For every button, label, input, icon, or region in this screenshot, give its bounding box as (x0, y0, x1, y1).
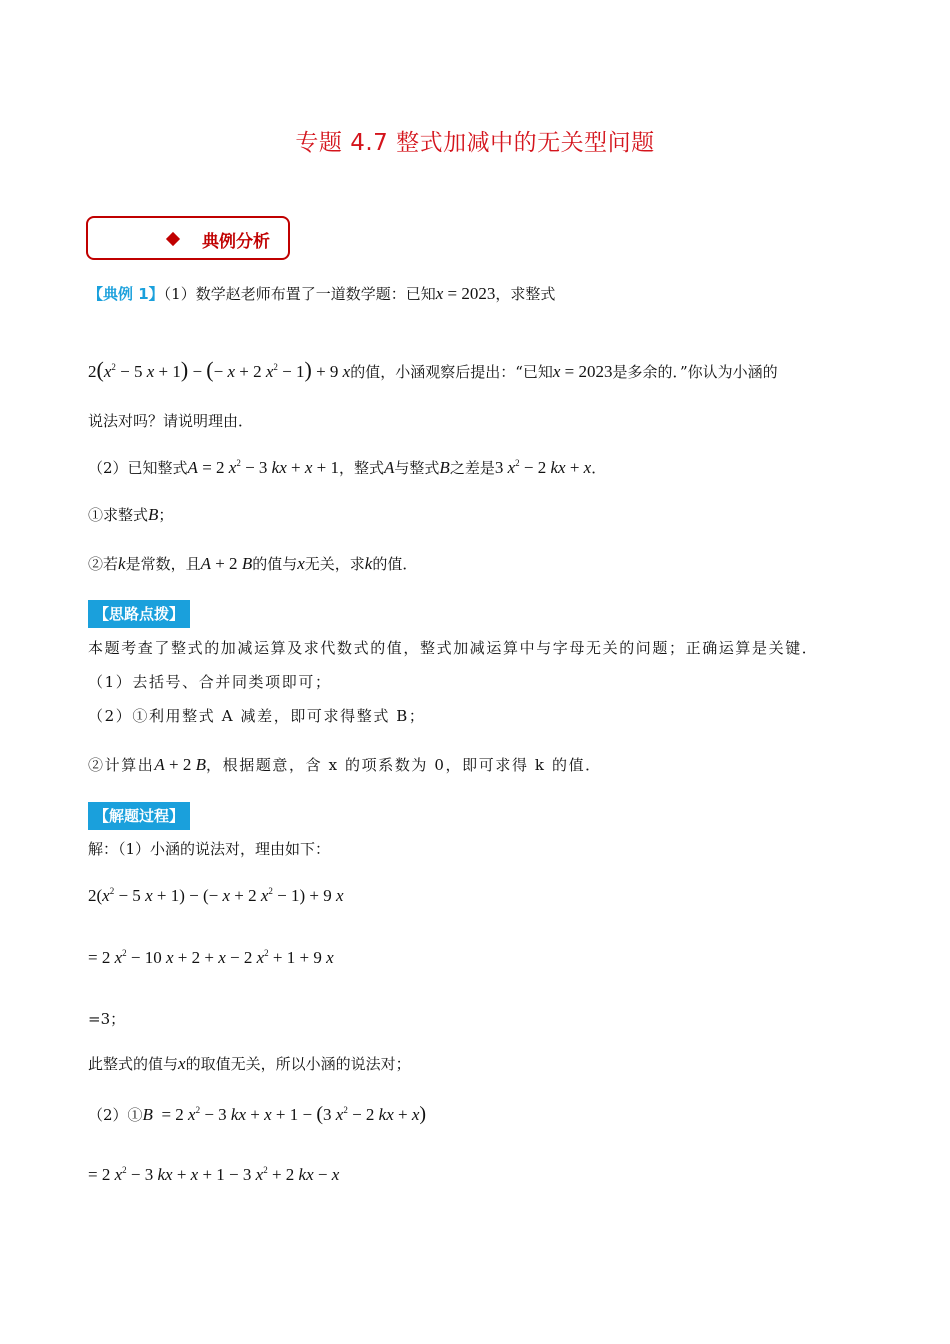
math-x-2023: x = 2023 (435, 284, 496, 303)
hint-line-4: ②计算出A + 2 B，根据题意，含 x 的项系数为 0，即可求得 k 的值． (88, 755, 602, 774)
hint-tag: 【思路点拨】 (88, 600, 190, 628)
example-tag: 【典例 1】 (88, 285, 164, 303)
solution-line-1: 解：（1）小涵的说法对，理由如下： (88, 840, 331, 858)
hint-line-2: （1）去括号、合并同类项即可； (88, 673, 332, 691)
solution-conclusion: 此整式的值与x的取值无关，所以小涵的说法对； (88, 1054, 411, 1073)
math-expression-1: $2(x^2 - 5$ x + 1) − (− x + 2 $x^2 - 1) + 9$ x (88, 357, 351, 382)
example-1-q2-intro: （2）已知整式A = 2 $x^2 - 3$ kx + x + 1，整式A与整式B之差是3 $x^2 - 2$ kx + x． (88, 458, 607, 477)
hint-line-1: 本题考查了整式的加减运算及求代数式的值，整式加减运算中与字母无关的问题；正确运算是关键． (88, 639, 819, 657)
solution-part2-line-2: = 2 $x^2 - 3$ kx + x + 1 − 3 $x^2 + 2$ kx − x (88, 1165, 340, 1184)
section-header-box (86, 216, 290, 260)
solution-part2-line-1: （2）①B = 2 $x^2 - 3$ kx + x + 1 − (3 $x^2 - 2$ kx + x) (88, 1103, 427, 1125)
solution-expression-2: = 2 $x^2 - 10$ x + 2 + x − 2 $x^2 + 1 + 9$ x (88, 948, 334, 967)
example-1-q1-expression: $2(x^2 - 5$ x + 1) − (− x + 2 $x^2 - 1) + 9$ x的值，小涵观察后提出：“已知x = 2023是多余的．”你认为小涵的 (88, 357, 778, 382)
example-1-q1-continuation: 说法对吗？请说明理由． (88, 412, 254, 430)
hint-line-3: （2）①利用整式 A 减差，即可求得整式 B； (88, 707, 426, 725)
solution-expression-1: $2(x^2 - 5$ x + 1) − (− x + 2 $x^2 - 1) + 9$ x (88, 886, 344, 905)
math-A-def: A = 2 $x^2 - 3$ kx + x + 1 (187, 458, 339, 477)
math-difference: 3 $x^2 - 2$ kx + x (494, 458, 592, 477)
example-1-q2-part1: ①求整式B； (88, 505, 174, 524)
section-header-label: 典例分析 (202, 232, 270, 252)
diamond-icon (166, 232, 180, 246)
example-1-q1-intro: 【典例 1】（1）数学赵老师布置了一道数学题：已知x = 2023，求整式 (88, 284, 556, 303)
solution-result: =3； (88, 1010, 126, 1028)
page-title: 专题 4.7 整式加减中的无关型问题 (295, 130, 655, 156)
example-1-q2-part2: ②若k是常数，且A + 2 B的值与x无关，求k的值． (88, 554, 418, 573)
solution-tag: 【解题过程】 (88, 802, 190, 830)
